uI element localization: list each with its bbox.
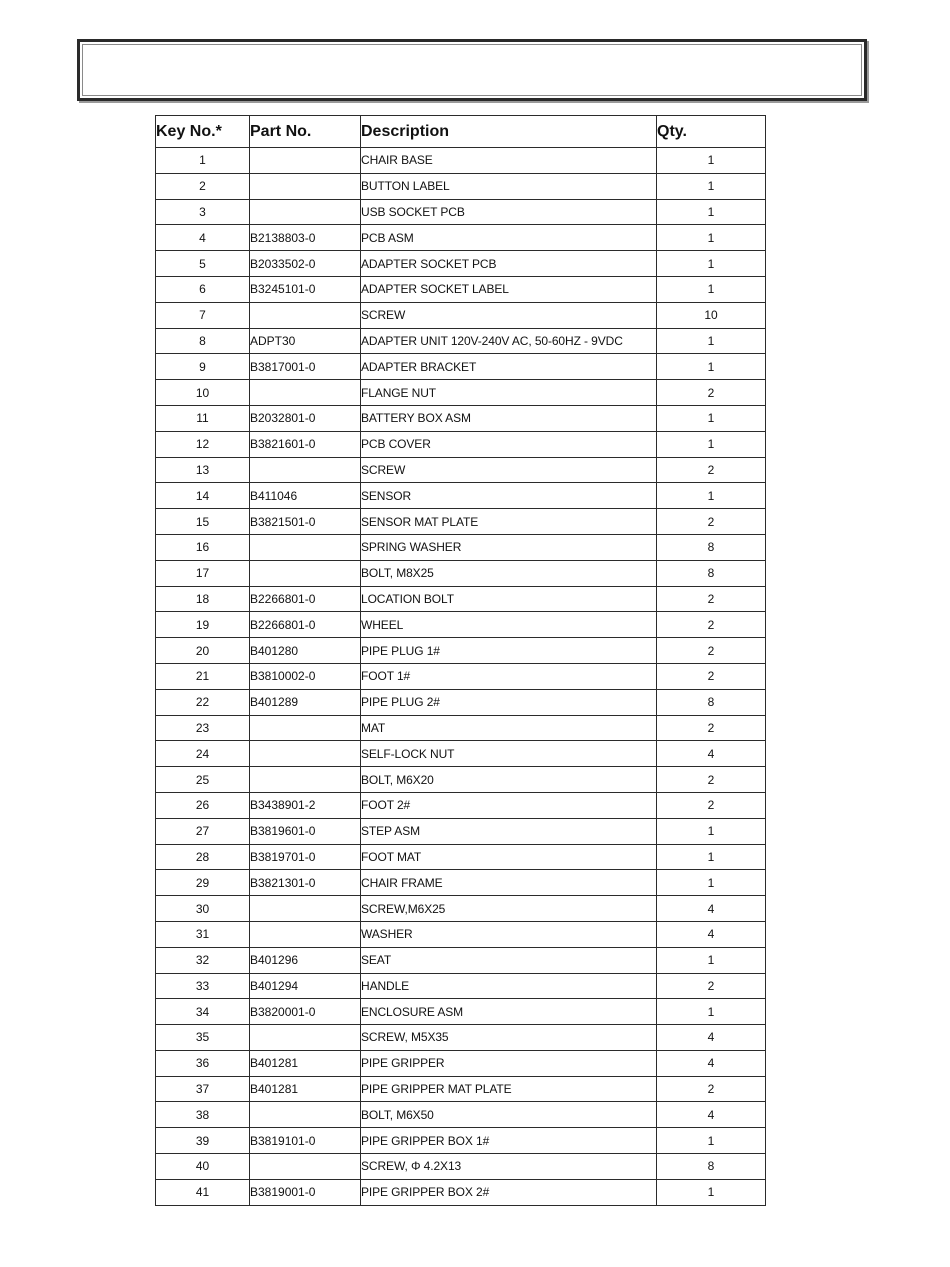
qty-cell: 1	[657, 818, 766, 844]
qty-cell: 1	[657, 173, 766, 199]
description-cell: SEAT	[361, 947, 657, 973]
qty-cell: 2	[657, 792, 766, 818]
table-row	[156, 173, 766, 199]
key-no-cell: 38	[156, 1102, 250, 1128]
description-cell: SPRING WASHER	[361, 534, 657, 560]
col-header-description: Description	[361, 116, 657, 148]
part-no-cell	[250, 921, 361, 947]
key-no-cell: 41	[156, 1179, 250, 1205]
key-no-cell: 14	[156, 483, 250, 509]
table-row	[156, 612, 766, 638]
part-no-cell: B401280	[250, 638, 361, 664]
qty-cell: 1	[657, 431, 766, 457]
qty-cell: 1	[657, 947, 766, 973]
description-cell: ENCLOSURE ASM	[361, 999, 657, 1025]
description-cell: BOLT, M6X50	[361, 1102, 657, 1128]
key-no-cell: 28	[156, 844, 250, 870]
qty-cell: 1	[657, 870, 766, 896]
part-no-cell	[250, 767, 361, 793]
description-cell: BATTERY BOX ASM	[361, 405, 657, 431]
key-no-cell: 13	[156, 457, 250, 483]
parts-table	[155, 115, 766, 1206]
key-no-cell: 17	[156, 560, 250, 586]
table-row	[156, 921, 766, 947]
table-row	[156, 225, 766, 251]
description-cell: FLANGE NUT	[361, 380, 657, 406]
description-cell: WASHER	[361, 921, 657, 947]
key-no-cell: 39	[156, 1128, 250, 1154]
part-no-cell	[250, 896, 361, 922]
description-cell: ADAPTER UNIT 120V-240V AC, 50-60HZ - 9VDC	[361, 328, 657, 354]
description-cell: CHAIR BASE	[361, 148, 657, 174]
part-no-cell: B2138803-0	[250, 225, 361, 251]
qty-cell: 1	[657, 251, 766, 277]
key-no-cell: 29	[156, 870, 250, 896]
table-row	[156, 973, 766, 999]
description-cell: CHAIR FRAME	[361, 870, 657, 896]
table-row	[156, 405, 766, 431]
table-row	[156, 1050, 766, 1076]
table-row	[156, 844, 766, 870]
table-row	[156, 1179, 766, 1205]
qty-cell: 4	[657, 1025, 766, 1051]
key-no-cell: 18	[156, 586, 250, 612]
table-row	[156, 767, 766, 793]
table-row	[156, 870, 766, 896]
part-no-cell: B3438901-2	[250, 792, 361, 818]
key-no-cell: 33	[156, 973, 250, 999]
description-cell: PIPE GRIPPER MAT PLATE	[361, 1076, 657, 1102]
col-header-part-no: Part No.	[250, 116, 361, 148]
qty-cell: 1	[657, 276, 766, 302]
qty-cell: 4	[657, 921, 766, 947]
qty-cell: 8	[657, 1154, 766, 1180]
qty-cell: 8	[657, 560, 766, 586]
description-cell: SENSOR	[361, 483, 657, 509]
qty-cell: 8	[657, 534, 766, 560]
key-no-cell: 15	[156, 509, 250, 535]
description-cell: STEP ASM	[361, 818, 657, 844]
key-no-cell: 35	[156, 1025, 250, 1051]
table-row	[156, 689, 766, 715]
qty-cell: 1	[657, 844, 766, 870]
qty-cell: 2	[657, 767, 766, 793]
description-cell: MAT	[361, 715, 657, 741]
key-no-cell: 3	[156, 199, 250, 225]
qty-cell: 2	[657, 586, 766, 612]
key-no-cell: 5	[156, 251, 250, 277]
part-no-cell: B401296	[250, 947, 361, 973]
part-no-cell	[250, 1025, 361, 1051]
part-no-cell	[250, 1102, 361, 1128]
description-cell: SENSOR MAT PLATE	[361, 509, 657, 535]
description-cell: LOCATION BOLT	[361, 586, 657, 612]
part-no-cell: B401281	[250, 1076, 361, 1102]
qty-cell: 2	[657, 380, 766, 406]
qty-cell: 2	[657, 509, 766, 535]
description-cell: BOLT, M6X20	[361, 767, 657, 793]
part-no-cell: B3245101-0	[250, 276, 361, 302]
table-row	[156, 380, 766, 406]
description-cell: SELF-LOCK NUT	[361, 741, 657, 767]
part-no-cell: B2266801-0	[250, 586, 361, 612]
key-no-cell: 2	[156, 173, 250, 199]
key-no-cell: 36	[156, 1050, 250, 1076]
table-row	[156, 947, 766, 973]
key-no-cell: 25	[156, 767, 250, 793]
part-no-cell	[250, 715, 361, 741]
qty-cell: 1	[657, 354, 766, 380]
qty-cell: 2	[657, 1076, 766, 1102]
title-banner-inner	[82, 44, 862, 96]
table-row	[156, 1025, 766, 1051]
description-cell: SCREW, Φ 4.2X13	[361, 1154, 657, 1180]
qty-cell: 2	[657, 638, 766, 664]
description-cell: SCREW,M6X25	[361, 896, 657, 922]
description-cell: ADAPTER SOCKET PCB	[361, 251, 657, 277]
description-cell: SCREW, M5X35	[361, 1025, 657, 1051]
table-row	[156, 457, 766, 483]
description-cell: PIPE PLUG 2#	[361, 689, 657, 715]
description-cell: FOOT MAT	[361, 844, 657, 870]
table-row	[156, 560, 766, 586]
key-no-cell: 4	[156, 225, 250, 251]
part-no-cell: B401294	[250, 973, 361, 999]
part-no-cell	[250, 302, 361, 328]
qty-cell: 2	[657, 715, 766, 741]
part-no-cell	[250, 380, 361, 406]
part-no-cell: B401281	[250, 1050, 361, 1076]
key-no-cell: 8	[156, 328, 250, 354]
part-no-cell: B3810002-0	[250, 663, 361, 689]
part-no-cell	[250, 1154, 361, 1180]
part-no-cell	[250, 173, 361, 199]
part-no-cell: B2266801-0	[250, 612, 361, 638]
qty-cell: 2	[657, 457, 766, 483]
table-row	[156, 251, 766, 277]
key-no-cell: 6	[156, 276, 250, 302]
description-cell: FOOT 1#	[361, 663, 657, 689]
qty-cell: 1	[657, 1128, 766, 1154]
description-cell: ADAPTER BRACKET	[361, 354, 657, 380]
table-row	[156, 818, 766, 844]
table-row	[156, 741, 766, 767]
table-row	[156, 1102, 766, 1128]
table-row	[156, 663, 766, 689]
table-row	[156, 1076, 766, 1102]
part-no-cell	[250, 560, 361, 586]
table-row	[156, 1154, 766, 1180]
description-cell: PCB ASM	[361, 225, 657, 251]
table-row	[156, 431, 766, 457]
table-row	[156, 148, 766, 174]
key-no-cell: 19	[156, 612, 250, 638]
key-no-cell: 24	[156, 741, 250, 767]
table-row	[156, 1128, 766, 1154]
qty-cell: 10	[657, 302, 766, 328]
description-cell: WHEEL	[361, 612, 657, 638]
qty-cell: 4	[657, 896, 766, 922]
description-cell: PIPE GRIPPER BOX 1#	[361, 1128, 657, 1154]
key-no-cell: 1	[156, 148, 250, 174]
key-no-cell: 12	[156, 431, 250, 457]
description-cell: FOOT 2#	[361, 792, 657, 818]
part-no-cell: B2032801-0	[250, 405, 361, 431]
part-no-cell	[250, 534, 361, 560]
part-no-cell	[250, 148, 361, 174]
key-no-cell: 11	[156, 405, 250, 431]
table-row	[156, 534, 766, 560]
key-no-cell: 40	[156, 1154, 250, 1180]
key-no-cell: 31	[156, 921, 250, 947]
qty-cell: 2	[657, 612, 766, 638]
col-header-key-no: Key No.*	[156, 116, 250, 148]
part-no-cell: B2033502-0	[250, 251, 361, 277]
part-no-cell	[250, 741, 361, 767]
key-no-cell: 27	[156, 818, 250, 844]
part-no-cell: B3821501-0	[250, 509, 361, 535]
qty-cell: 1	[657, 405, 766, 431]
description-cell: HANDLE	[361, 973, 657, 999]
key-no-cell: 22	[156, 689, 250, 715]
part-no-cell: B3821601-0	[250, 431, 361, 457]
table-row	[156, 509, 766, 535]
part-no-cell: B3820001-0	[250, 999, 361, 1025]
table-row	[156, 715, 766, 741]
key-no-cell: 9	[156, 354, 250, 380]
key-no-cell: 37	[156, 1076, 250, 1102]
table-row	[156, 792, 766, 818]
title-banner	[77, 39, 867, 101]
description-cell: PCB COVER	[361, 431, 657, 457]
key-no-cell: 32	[156, 947, 250, 973]
part-no-cell: B3821301-0	[250, 870, 361, 896]
part-no-cell	[250, 199, 361, 225]
description-cell: ADAPTER SOCKET LABEL	[361, 276, 657, 302]
key-no-cell: 34	[156, 999, 250, 1025]
key-no-cell: 30	[156, 896, 250, 922]
qty-cell: 1	[657, 999, 766, 1025]
qty-cell: 4	[657, 1102, 766, 1128]
qty-cell: 1	[657, 199, 766, 225]
table-row	[156, 896, 766, 922]
table-row	[156, 328, 766, 354]
table-row	[156, 354, 766, 380]
table-row	[156, 586, 766, 612]
qty-cell: 1	[657, 1179, 766, 1205]
qty-cell: 2	[657, 973, 766, 999]
part-no-cell: B411046	[250, 483, 361, 509]
table-row	[156, 999, 766, 1025]
qty-cell: 8	[657, 689, 766, 715]
qty-cell: 2	[657, 663, 766, 689]
col-header-qty: Qty.	[657, 116, 766, 148]
description-cell: SCREW	[361, 457, 657, 483]
table-row	[156, 199, 766, 225]
description-cell: BUTTON LABEL	[361, 173, 657, 199]
part-no-cell: B3819701-0	[250, 844, 361, 870]
table-row	[156, 483, 766, 509]
table-row	[156, 638, 766, 664]
part-no-cell: ADPT30	[250, 328, 361, 354]
part-no-cell	[250, 457, 361, 483]
key-no-cell: 21	[156, 663, 250, 689]
key-no-cell: 26	[156, 792, 250, 818]
key-no-cell: 7	[156, 302, 250, 328]
description-cell: USB SOCKET PCB	[361, 199, 657, 225]
description-cell: PIPE GRIPPER	[361, 1050, 657, 1076]
description-cell: PIPE PLUG 1#	[361, 638, 657, 664]
description-cell: PIPE GRIPPER BOX 2#	[361, 1179, 657, 1205]
qty-cell: 1	[657, 225, 766, 251]
part-no-cell: B3819001-0	[250, 1179, 361, 1205]
description-cell: BOLT, M8X25	[361, 560, 657, 586]
description-cell: SCREW	[361, 302, 657, 328]
qty-cell: 4	[657, 1050, 766, 1076]
key-no-cell: 16	[156, 534, 250, 560]
table-row	[156, 276, 766, 302]
qty-cell: 1	[657, 148, 766, 174]
table-row	[156, 302, 766, 328]
part-no-cell: B401289	[250, 689, 361, 715]
key-no-cell: 10	[156, 380, 250, 406]
qty-cell: 1	[657, 328, 766, 354]
part-no-cell: B3819101-0	[250, 1128, 361, 1154]
key-no-cell: 23	[156, 715, 250, 741]
part-no-cell: B3819601-0	[250, 818, 361, 844]
qty-cell: 1	[657, 483, 766, 509]
part-no-cell: B3817001-0	[250, 354, 361, 380]
qty-cell: 4	[657, 741, 766, 767]
key-no-cell: 20	[156, 638, 250, 664]
header-row	[156, 116, 766, 148]
parts-table-body	[156, 148, 766, 1206]
